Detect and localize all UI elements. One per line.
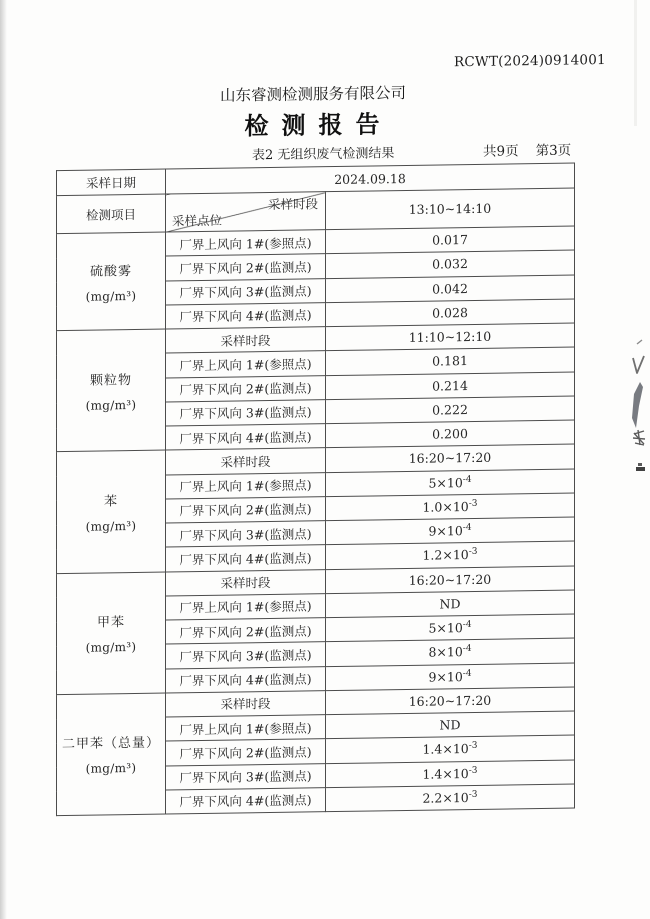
total-pages: 共9页 [483,143,519,160]
parameter-unit: (mg/m³) [85,640,137,655]
measurement-value: 0.017 [326,226,575,254]
sampling-point-label: 厂界下风向 4#(监测点) [166,424,326,451]
measurement-value: $1.2\times 10^{-3}$ [326,541,575,569]
period-value: 16:20~17:20 [326,565,575,593]
measurement-value: 0.032 [326,250,575,278]
period-label: 采样时段 [166,448,326,475]
period-value: 16:20~17:20 [326,687,575,715]
period-value: 13:10~14:10 [326,188,575,230]
sampling-point-label: 厂界下风向 3#(监测点) [166,642,326,669]
exponent: -3 [468,547,478,558]
item-label: 检测项目 [57,194,166,234]
sampling-date-label: 采样日期 [57,169,166,196]
measurement-value: 0.214 [326,371,575,399]
parameter-name: 甲苯 [96,615,125,631]
sampling-point-label: 厂界下风向 4#(监测点) [166,787,326,814]
period-label: 采样时段 [166,327,326,354]
pagination [483,139,571,160]
measurement-value: $2.2\times 10^{-3}$ [326,784,575,812]
measurement-value: $9\times 10^{-4}$ [326,662,575,690]
exponent: -3 [468,789,478,800]
sampling-point-label: 厂界下风向 2#(监测点) [166,618,326,645]
measurement-value: 0.028 [326,299,575,327]
measurement-value: 0.200 [326,420,575,448]
exponent: -4 [462,522,472,534]
sampling-point-label: 厂界下风向 3#(监测点) [166,763,326,790]
sampling-point-label: 厂界下风向 3#(监测点) [166,278,326,305]
parameter-name: 颗粒物 [89,372,132,389]
exponent: -4 [462,668,472,679]
report-number: RCWT(2024)0914001 [454,52,606,71]
sampling-point-label: 厂界上风向 1#(参照点) [166,715,326,742]
results-table [56,162,575,816]
sampling-point-label: 厂界下风向 3#(监测点) [166,399,326,426]
parameter-unit: (mg/m³) [85,288,137,304]
measurement-value: $9\times 10^{-4}$ [326,517,575,545]
sampling-point-label: 厂界下风向 4#(监测点) [166,302,326,329]
company-name: 山东睿测检测服务有限公司 [219,83,407,105]
exponent: -4 [462,619,472,631]
period-value: 11:10~12:10 [326,323,575,351]
period-label: 采样时段 [166,690,326,717]
parameter-name: 硫酸雾 [89,263,132,280]
current-page: 第3页 [535,142,572,160]
report-title: 检测报告 [244,109,393,141]
diagonal-bottom-label: 采样点位 [172,212,223,229]
parameter-unit: (mg/m³) [85,397,137,413]
section-name-cell [57,329,166,452]
measurement-value: $1.0\times 10^{-3}$ [326,493,575,521]
section-name-cell [57,572,166,695]
results-table-body [57,163,575,816]
sampling-point-label: 厂界上风向 1#(参照点) [166,593,326,620]
measurement-value: $5\times 10^{-4}$ [326,468,575,496]
sampling-point-label: 厂界下风向 4#(监测点) [166,666,326,693]
section-name-cell [57,232,166,331]
measurement-value: 0.222 [326,396,575,424]
sampling-point-label: 厂界下风向 4#(监测点) [166,545,326,572]
diagonal-header-cell [166,192,326,232]
sampling-point-label: 厂界下风向 2#(监测点) [166,496,326,523]
measurement-value: 0.181 [326,347,575,375]
sampling-point-label: 厂界上风向 1#(参照点) [166,351,326,378]
parameter-name: 苯 [103,494,118,510]
exponent: -3 [468,765,478,776]
measurement-value: $8\times 10^{-4}$ [326,638,575,666]
table-caption: 表2 无组织废气检测结果 [252,146,395,164]
sampling-point-label: 厂界下风向 3#(监测点) [166,521,326,548]
sampling-point-label: 厂界下风向 2#(监测点) [166,739,326,766]
parameter-name: 二甲苯（总量） [61,736,160,753]
measurement-value: ND [326,711,575,739]
exponent: -4 [462,644,472,655]
parameter-unit: (mg/m³) [85,761,137,777]
sampling-point-label: 厂界上风向 1#(参照点) [166,230,326,257]
period-value: 16:20~17:20 [326,444,575,472]
parameter-unit: (mg/m³) [85,518,137,534]
measurement-value: ND [326,590,575,618]
diagonal-top-label: 采样时段 [267,196,318,213]
sampling-point-label: 厂界上风向 1#(参照点) [166,472,326,499]
exponent: -3 [468,498,478,509]
measurement-value: $1.4\times 10^{-3}$ [326,759,575,787]
sampling-point-label: 厂界下风向 2#(监测点) [166,254,326,281]
measurement-value: 0.042 [326,274,575,302]
sampling-date-value: 2024.09.18 [166,163,575,194]
sampling-point-label: 厂界下风向 2#(监测点) [166,375,326,402]
measurement-value: $5\times 10^{-4}$ [326,614,575,642]
section-name-cell [57,450,166,573]
section-name-cell [57,693,166,816]
exponent: -3 [468,741,478,752]
period-label: 采样时段 [166,569,326,596]
exponent: -4 [462,474,472,485]
measurement-value: $1.4\times 10^{-3}$ [326,735,575,763]
